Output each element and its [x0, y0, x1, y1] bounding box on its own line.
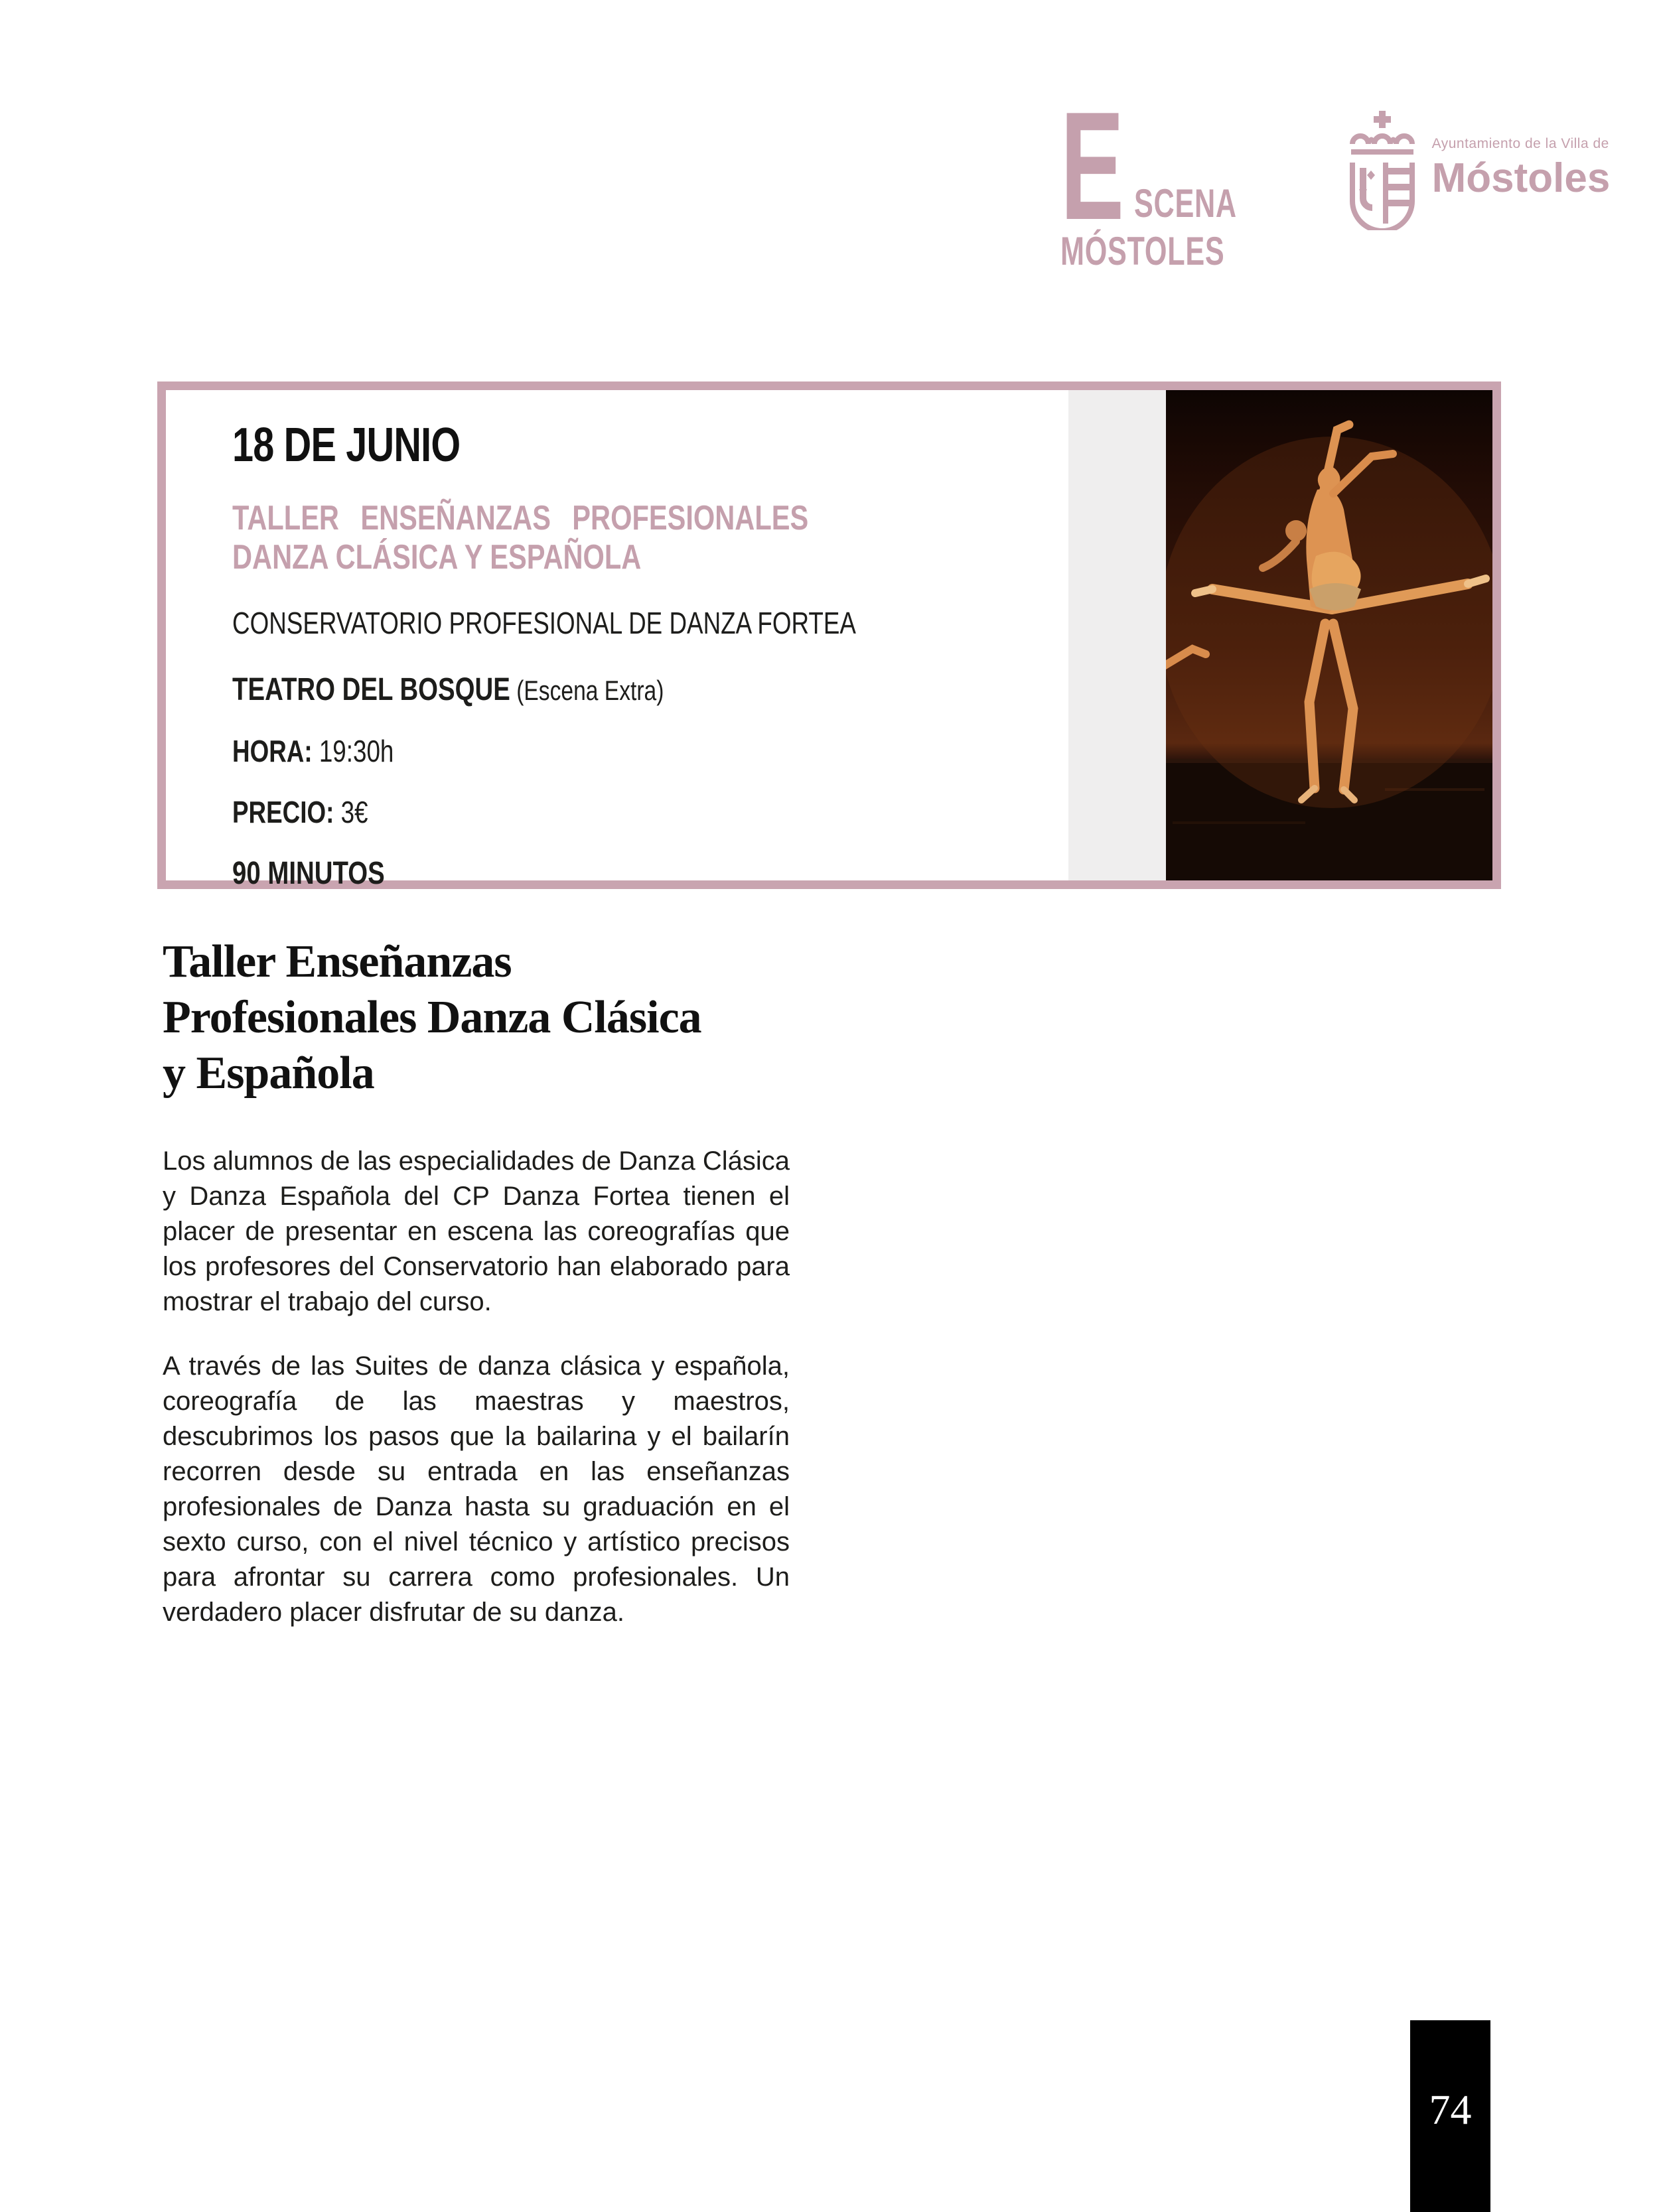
event-card-content	[166, 390, 1068, 891]
ayuntamiento-crest-icon	[1347, 109, 1417, 230]
ayuntamiento-logo-text	[1432, 136, 1611, 202]
ballet-dancers-silhouette	[1166, 390, 1492, 880]
event-title	[232, 499, 1068, 577]
page-number-box	[1410, 2020, 1490, 2212]
escena-mostoles-logo	[1060, 80, 1289, 273]
page-number: 74	[1429, 2085, 1472, 2133]
event-duration: 90 MINUTOS	[232, 856, 385, 891]
event-price-row	[232, 794, 1068, 830]
event-title-line2: DANZA CLÁSICA Y ESPAÑOLA	[232, 538, 642, 577]
event-title-line1: TALLER ENSEÑANZAS PROFESIONALES	[232, 499, 809, 537]
card-gray-strip	[1068, 390, 1166, 880]
event-card	[157, 381, 1501, 889]
venue-name: TEATRO DEL BOSQUE	[232, 672, 510, 707]
article-heading	[163, 934, 790, 1101]
hora-value: 19:30h	[312, 734, 394, 768]
escena-logo-word1: SCENA	[1133, 180, 1237, 226]
heading-line-1: Taller Enseñanzas	[163, 936, 512, 987]
escena-logo-letter: E	[1060, 80, 1122, 252]
heading-line-3: y Española	[163, 1048, 374, 1099]
precio-label: PRECIO:	[232, 795, 334, 829]
event-photo	[1166, 390, 1492, 880]
event-venue	[232, 671, 1068, 708]
article-paragraph-2: A través de las Suites de danza clásica y española, coreografía de las maestras y maestros, descubrimos los pasos que la bailarina y el bailarín recorren desde su entrada en las enseñanzas profesionales de Danza hasta su graduación en el sexto curso, con el nivel técnico y artístico precisos para afrontar su carrera como profesionales. Un verdadero placer disfrutar de su danza.	[163, 1351, 790, 1627]
article	[163, 934, 790, 1630]
ayuntamiento-mostoles-logo	[1347, 109, 1611, 230]
event-date: 18 DE JUNIO	[232, 419, 461, 472]
venue-note: (Escena Extra)	[510, 675, 664, 706]
heading-line-2: Profesionales Danza Clásica	[163, 992, 701, 1043]
hora-label: HORA:	[232, 734, 313, 768]
header-logos	[1060, 80, 1611, 273]
ayuntamiento-small-text: Ayuntamiento de la Villa de	[1431, 136, 1609, 151]
precio-value: 3€	[334, 795, 368, 829]
article-paragraph-1: Los alumnos de las especialidades de Danza Clásica y Danza Española del CP Danza Fortea tienen el placer de presentar en escena las coreografías que los profesores del Conservatorio han elaborado para mostrar el trabajo del curso.	[163, 1146, 790, 1316]
escena-logo-word2: MÓSTOLES	[1060, 228, 1225, 273]
event-organizer: CONSERVATORIO PROFESIONAL DE DANZA FORTEA	[232, 606, 856, 640]
event-time-row	[232, 733, 1068, 769]
ayuntamiento-city-text: Móstoles	[1431, 155, 1611, 201]
